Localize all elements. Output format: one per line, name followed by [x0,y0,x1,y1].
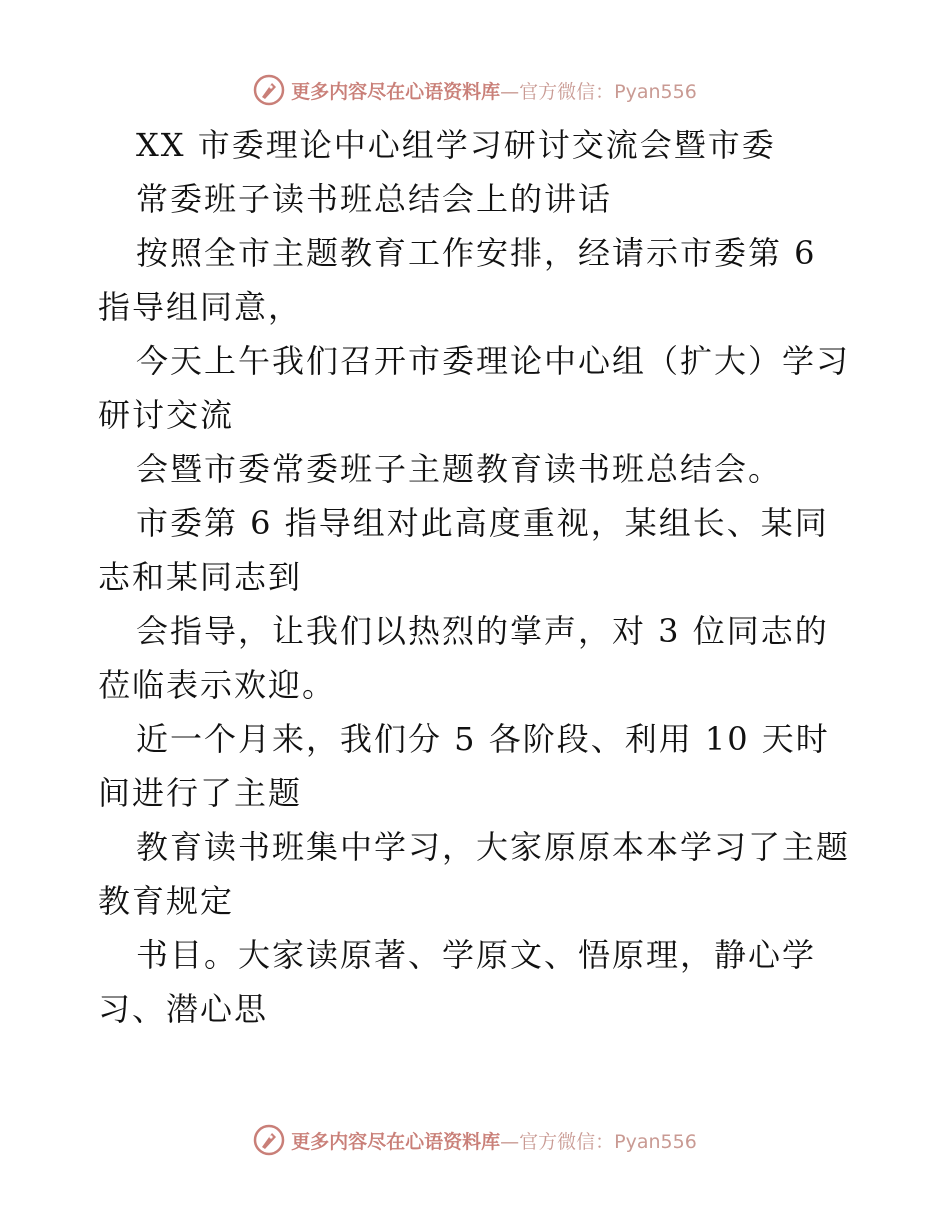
pen-nib-logo-icon [253,74,285,106]
text-line: 近一个月来，我们分 5 各阶段、利用 10 天时 [136,720,830,758]
document-body [98,118,858,1036]
text-line: 教育读书班集中学习，大家原原本本学习了主题 [136,828,851,866]
watermark-text [291,77,697,104]
watermark-main-text: 更多内容尽在心语资料库 [291,1130,501,1153]
pen-nib-logo-icon [253,1124,285,1156]
text-line: 市委第 6 指导组对此高度重视，某组长、某同 [136,504,829,542]
text-line: 今天上午我们召开市委理论中心组（扩大）学习 [136,342,851,380]
text-line: 会暨市委常委班子主题教育读书班总结会。 [136,450,783,488]
text-line: 志和某同志到 [98,558,303,596]
watermark-wechat-text: 官方微信：Pyan556 [519,1130,697,1153]
text-line: 研讨交流 [98,396,235,434]
text-line: XX 市委理论中心组学习研讨交流会暨市委 [136,126,776,164]
text-line: 习、潜心思 [98,990,269,1028]
text-line: 间进行了主题 [98,774,303,812]
header-watermark [0,70,950,110]
text-line: 教育规定 [98,882,235,920]
watermark-dash: — [500,80,520,103]
watermark-text [291,1127,697,1154]
text-line: 书目。大家读原著、学原文、悟原理，静心学 [136,936,817,974]
watermark-wechat-text: 官方微信：Pyan556 [519,80,697,103]
text-line: 指导组同意， [98,288,303,326]
watermark-main-text: 更多内容尽在心语资料库 [291,80,501,103]
footer-watermark [0,1120,950,1160]
text-line: 会指导，让我们以热烈的掌声，对 3 位同志的 [136,612,829,650]
text-line: 按照全市主题教育工作安排，经请示市委第 6 [136,234,817,272]
text-line: 莅临表示欢迎。 [98,666,337,704]
watermark-dash: — [500,1130,520,1153]
text-line: 常委班子读书班总结会上的讲话 [136,180,613,218]
